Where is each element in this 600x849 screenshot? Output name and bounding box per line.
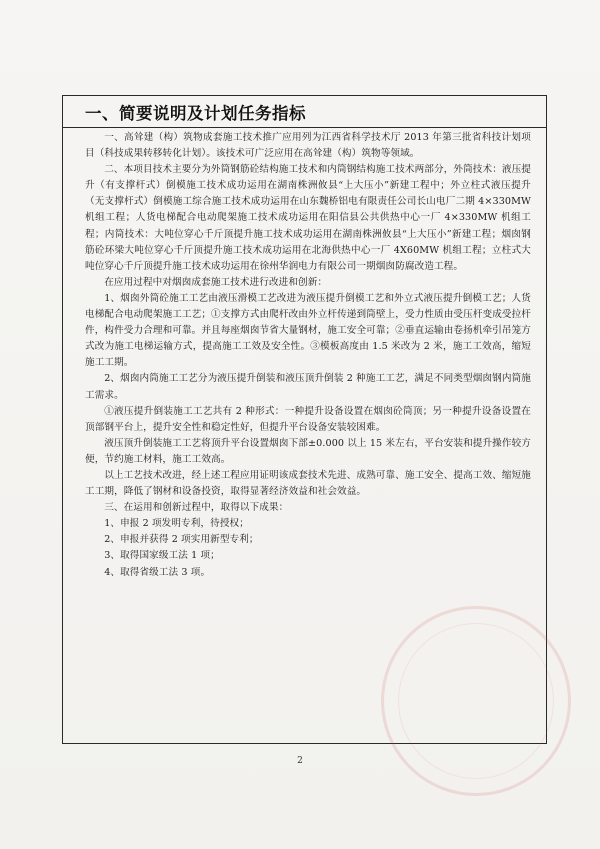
paragraph-hydraulic-jack-up: 液压顶升倒装施工工艺将顶升平台设置烟囱下部±0.000 以上 15 米左右，平台安装和提升操作较方便，节约施工材料，施工工效高。 <box>85 437 531 465</box>
paragraph-benefits: 以上工艺技术改进，经上述工程应用证明该成套技术先进、成熟可靠、施工安全、提高工效、缩短施工工期，降低了钢材和设备投资，取得显著经济效益和社会效益。 <box>85 469 531 498</box>
paragraph-improvements-intro: 在应用过程中对烟囱成套施工技术进行改进和创新： <box>104 276 328 288</box>
section-header <box>63 96 546 128</box>
faded-seal-stamp <box>381 606 571 796</box>
list-item-national-method: 3、取得国家级工法 1 项； <box>104 550 220 562</box>
section-title: 一、简要说明及计划任务指标 <box>85 103 306 123</box>
content-frame <box>62 95 547 744</box>
list-item-invention-patents: 1、申报 2 项发明专利，待授权； <box>104 518 249 530</box>
paragraph-inner-tube-process: 2、烟囱内筒施工工艺分为液压提升倒装和液压顶升倒装 2 种施工工艺，满足不同类型烟囱钢内筒施工需求。 <box>85 373 531 401</box>
paragraph-outer-tube-process: 1、烟囱外筒砼施工工艺由液压滑模工艺改进为液压提升倒模工艺和外立式液压提升倒模工艺；人货电梯配合电动爬架施工工艺；①支撑方式由爬杆改由外立杆传递到筒壁上，受力性质由受压杆变成受拉杆件，构件受力合理和可靠。并且每座烟囱节省大量钢材，施工安全可靠；②垂直运输由卷扬机牵引吊笼方式改为施工电梯运输方式，提高施工工效及安全性。③模板高度由 1.5 米改为 2 米，施工工效高，缩短施工工期。 <box>85 292 531 369</box>
paragraph-technology-overview: 二、本项目技术主要分为外筒钢筋砼结构施工技术和内筒钢结构施工技术两部分，外筒技术：液压提升（有支撑杆式）倒模施工技术成功运用在湖南株洲攸县“上大压小”新建工程中；外立柱式液压提升（无支撑杆式）倒模施工综合施工技术成功运用在山东魏桥铝电有限责任公司长山电厂二期 4×330MW 机组工程；人货电梯配合电动爬架施工技术成功运用在阳信县公共供热中心一厂 4×330MW 机组工程；内筒技术：大吨位穿心千斤顶提升施工技术成功运用在湖南株洲攸县“上大压小”新建工程；烟囱钢筋砼环梁大吨位穿心千斤顶提升施工技术成功运用在北海供热中心一厂 4X60MW 机组工程；立柱式大吨位穿心千斤顶提升施工技术成功运用在徐州华润电力有限公司一期烟囱防腐改造工程。 <box>85 164 531 272</box>
paragraph-achievements-intro: 三、在运用和创新过程中，取得以下成果： <box>104 502 289 514</box>
paragraph-project-background: 一、高耸建（构）筑物成套施工技术推广应用列为江西省科学技术厅 2013 年第三批省科技计划项目（科技成果转移转化计划）。该技术可广泛应用在高耸建（构）筑物等领域。 <box>85 132 531 160</box>
list-item-provincial-methods: 4、取得省级工法 3 项。 <box>104 566 211 578</box>
body-text <box>85 130 531 581</box>
list-item-utility-patents: 2、申报并获得 2 项实用新型专利； <box>104 534 259 546</box>
page-number: 2 <box>297 756 303 766</box>
paragraph-hydraulic-lift: ①液压提升倒装施工工艺共有 2 种形式：一种提升设备设置在烟囱砼筒顶；另一种提升设备设置在顶部钢平台上，提升安全性和稳定性好，但提升平台设备安装较困难。 <box>85 405 531 433</box>
